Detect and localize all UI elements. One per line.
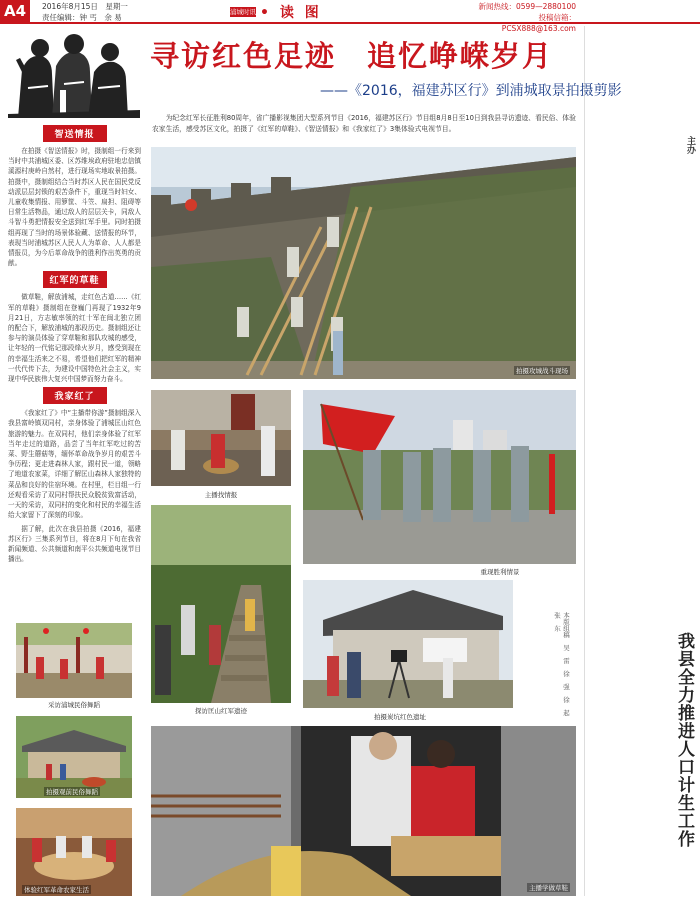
photo-caption: 主播学做草鞋 [529, 884, 568, 892]
straw-sandals-image [151, 726, 576, 896]
photo-caption: 拍摄观前民俗舞蹈 [46, 788, 98, 796]
woodcut-illustration [8, 30, 140, 118]
page-header [0, 0, 700, 33]
paragraph: 《我家红了》中“主播带你游”摄制组深入我县富岭镇双同村，亲身体验了浦城匡山红色旅游的魅力。在双同村，他们亲身体验了红军当年走过的道路，品尝了当年红军吃过的苦菜、野生蘑菇等，缅怀革命战争岁月的艰苦斗争历程；更走进森林人家，跟村民一道，领略了地道农家菜，详细了解匡山森林人家独特的菜品和良好的住宿环境。在村里，栏目组一行还观看采访了双同村帮扶民众脱贫致富活动，一天的采访，双同村的变化和村民的幸福生活给大家留下了深刻的印象。 [8, 409, 141, 520]
paragraph: 做草鞋，解放浦城，走红色古道……《红军的草鞋》摄制组在登巍门再现了1932年9月21日，方志敏率领的红十军在闽北独立团的配合下，解放浦城的那段历史。摄制组还让参与的演员体验了穿草鞋和那队攻城的感受，让年轻的一代铭记那段烽火岁月，感受到现在的幸福生活来之不易，希望他们把红军的精神一代代传下去，为建设中国特色社会主义，实现中华民族伟大复兴中国梦而努力奋斗。 [8, 293, 141, 384]
section-heading: 智送情报 [43, 125, 107, 142]
photo-straw-sandals [151, 726, 576, 896]
photo-host-intelligence [151, 390, 291, 486]
photo-caption: 拍摄攻城战斗现场 [516, 367, 568, 375]
photo-caption: 重现胜利情景 [480, 568, 520, 576]
folk-dance-image [16, 623, 132, 698]
left-text-column [8, 125, 141, 567]
photo-caption: 拍摄炭坑红色遗址 [374, 713, 426, 721]
photo-caption: 体验红军革命农家生活 [24, 886, 89, 894]
village-image [16, 716, 132, 798]
edge-sponsor-label: 主办 [685, 136, 695, 154]
photo-caption: 主播找情报 [204, 491, 238, 499]
section-heading: 我家红了 [43, 387, 107, 404]
paragraph: 在拍摄《智送情报》时，摄制组一行来到当时中共浦城区委、区苏维埃政府驻地忠信镇溪源村庚岭自然村，进行现场实地取景拍摄。拍摄中，摄制组结合当时苏区人民在国民党反动派层层封锁的艰苦条件下，重现当时妇女、儿童收集情报、用箩筐、斗笠、扁担、阻碍等日常生活物品，通过敌人的层层关卡，同敌人斗智斗勇把情报安全送到红军手里。同时拍摄组再现了当时的场景体验藏、送情报的环节，表现当时浦城苏区人民人人为革命、人人都是情报员，为今后革命战争的胜利作出英勇的贡献。 [8, 147, 141, 268]
photo-caption: 探访匡山红军遗迹 [195, 707, 247, 715]
photo-farm-dinner [16, 808, 132, 896]
contact-block [466, 1, 576, 34]
editor-line: 责任编辑：钟 丐 余 易 [42, 13, 122, 22]
article-intro: 为纪念红军长征胜利80周年，省广播影视集团大型系列节目《2016，福建苏区行》节目组8月8日至10日到我县寻访遗迹、看民俗、体验农家生活，感受苏区文化，拍摄了《红军的草鞋》、《智送情报》和《我家红了》3集体验式电视节目。 [152, 114, 576, 133]
column-divider [584, 26, 585, 896]
photo-old-house [303, 580, 513, 708]
section-heading: 红军的草鞋 [43, 271, 107, 288]
page-number: A4 [0, 0, 30, 22]
photo-village [16, 716, 132, 798]
photo-caption: 采访浦城民俗舞蹈 [48, 701, 100, 709]
photo-folk-dance [16, 623, 132, 698]
wall-assault-image [151, 147, 576, 379]
photo-forest-trail [151, 505, 291, 703]
section-name: • 读 图 [260, 4, 322, 21]
section-tag [230, 2, 322, 21]
photo-credit: 本版组稿 吴 雷 徐 强 徐 起 张 东 [553, 612, 570, 723]
email: 投稿信箱：PCSX888@163.com [501, 13, 576, 33]
edge-headline: 我县全力推进人口计生工作 [674, 632, 694, 848]
woodcut-figures-image [8, 30, 140, 118]
section-badge: 浦城时讯 [230, 7, 256, 16]
old-house-image [303, 580, 513, 708]
farm-dinner-image [16, 808, 132, 896]
photo-wall-assault [151, 147, 576, 379]
victory-flag-image [303, 390, 576, 564]
paragraph: 据了解，此次在我县拍摄《2016，福建苏区行》三集系列节目，将在8月下旬在我省新闻频道、公共频道和南平公共频道电视节目播出。 [8, 524, 141, 564]
hotline: 新闻热线：0599—2880100 [478, 2, 576, 11]
forest-trail-image [151, 505, 291, 703]
issue-date: 2016年8月15日 星期一 [42, 2, 128, 11]
photo-victory-flag [303, 390, 576, 564]
host-intelligence-image [151, 390, 291, 486]
article-title: 寻访红色足迹 追忆峥嵘岁月 [150, 39, 554, 73]
article-subtitle: ——《2016，福建苏区行》到浦城取景拍摄剪影 [320, 83, 622, 99]
